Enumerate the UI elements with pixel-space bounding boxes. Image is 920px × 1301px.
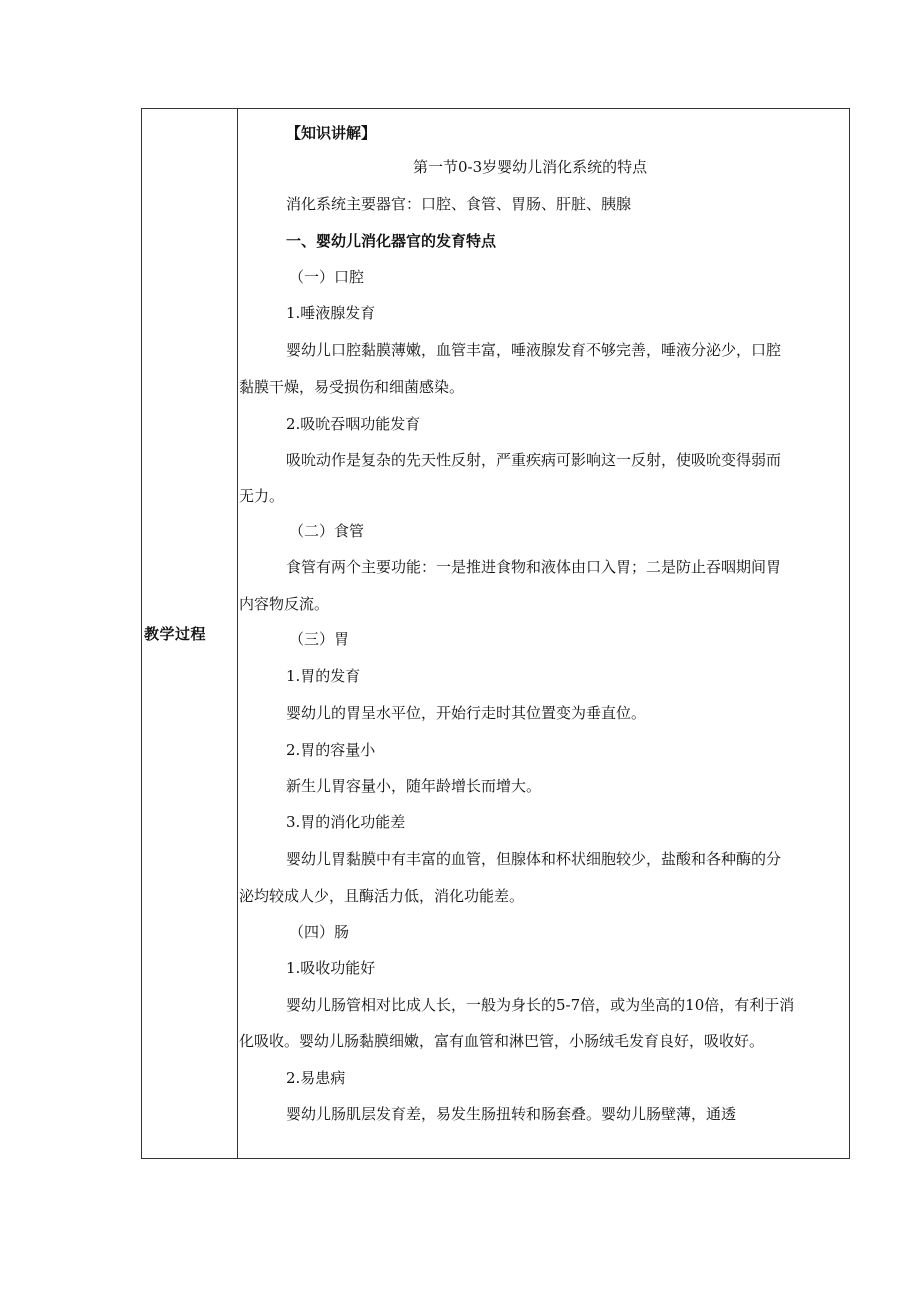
row-label: 教学过程 — [144, 625, 207, 643]
subheading-intestine: （四）肠 — [289, 923, 350, 941]
item-stomach-capacity: 2.胃的容量小 — [286, 741, 376, 759]
content-cell — [239, 109, 849, 1158]
paragraph-line: 吸吮动作是复杂的先天性反射，严重疾病可影响这一反射，使吸吮变得弱而 — [286, 451, 782, 469]
paragraph-line: 婴幼儿的胃呈水平位，开始行走时其位置变为垂直位。 — [286, 704, 647, 722]
subheading-mouth: （一）口腔 — [289, 268, 365, 286]
paragraph-line: 婴幼儿胃黏膜中有丰富的血管，但腺体和杯状细胞较少，盐酸和各种酶的分 — [286, 850, 782, 868]
paragraph-line: 婴幼儿肠肌层发育差，易发生肠扭转和肠套叠。婴幼儿肠壁薄，通透 — [286, 1105, 737, 1123]
subheading-stomach: （三）胃 — [289, 630, 350, 648]
paragraph-line: 婴幼儿口腔黏膜薄嫩，血管丰富，唾液腺发育不够完善，唾液分泌少，口腔 — [286, 341, 782, 359]
lesson-table — [141, 108, 850, 1159]
paragraph-line: 新生儿胃容量小，随年龄增长而增大。 — [286, 777, 542, 795]
item-stomach-development: 1.胃的发育 — [286, 667, 361, 685]
knowledge-heading: 【知识讲解】 — [286, 124, 377, 142]
subheading-esophagus: （二）食管 — [289, 522, 365, 540]
paragraph-line: 内容物反流。 — [239, 595, 330, 613]
paragraph-line: 黏膜干燥，易受损伤和细菌感染。 — [239, 378, 465, 396]
column-divider — [237, 109, 238, 1158]
item-stomach-digestion: 3.胃的消化功能差 — [286, 813, 406, 831]
organs-line: 消化系统主要器官：口腔、食管、胃肠、肝脏、胰腺 — [286, 195, 632, 213]
paragraph-line: 婴幼儿肠管相对比成人长，一般为身长的5-7倍，或为坐高的10倍，有利于消 — [286, 996, 795, 1014]
paragraph-line: 泌均较成人少，且酶活力低，消化功能差。 — [239, 887, 525, 905]
item-disease: 2.易患病 — [286, 1069, 346, 1087]
item-salivary: 1.唾液腺发育 — [286, 304, 376, 322]
paragraph-line: 无力。 — [239, 487, 285, 505]
section-title: 第一节0-3岁婴幼儿消化系统的特点 — [413, 158, 648, 176]
item-sucking: 2.吸吮吞咽功能发育 — [286, 415, 421, 433]
paragraph-line: 化吸收。婴幼儿肠黏膜细嫩，富有血管和淋巴管，小肠绒毛发育良好，吸收好。 — [239, 1032, 765, 1050]
item-absorption: 1.吸收功能好 — [286, 959, 376, 977]
part-title: 一、婴幼儿消化器官的发育特点 — [286, 232, 497, 250]
paragraph-line: 食管有两个主要功能：一是推进食物和液体由口入胃；二是防止吞咽期间胃 — [286, 558, 782, 576]
